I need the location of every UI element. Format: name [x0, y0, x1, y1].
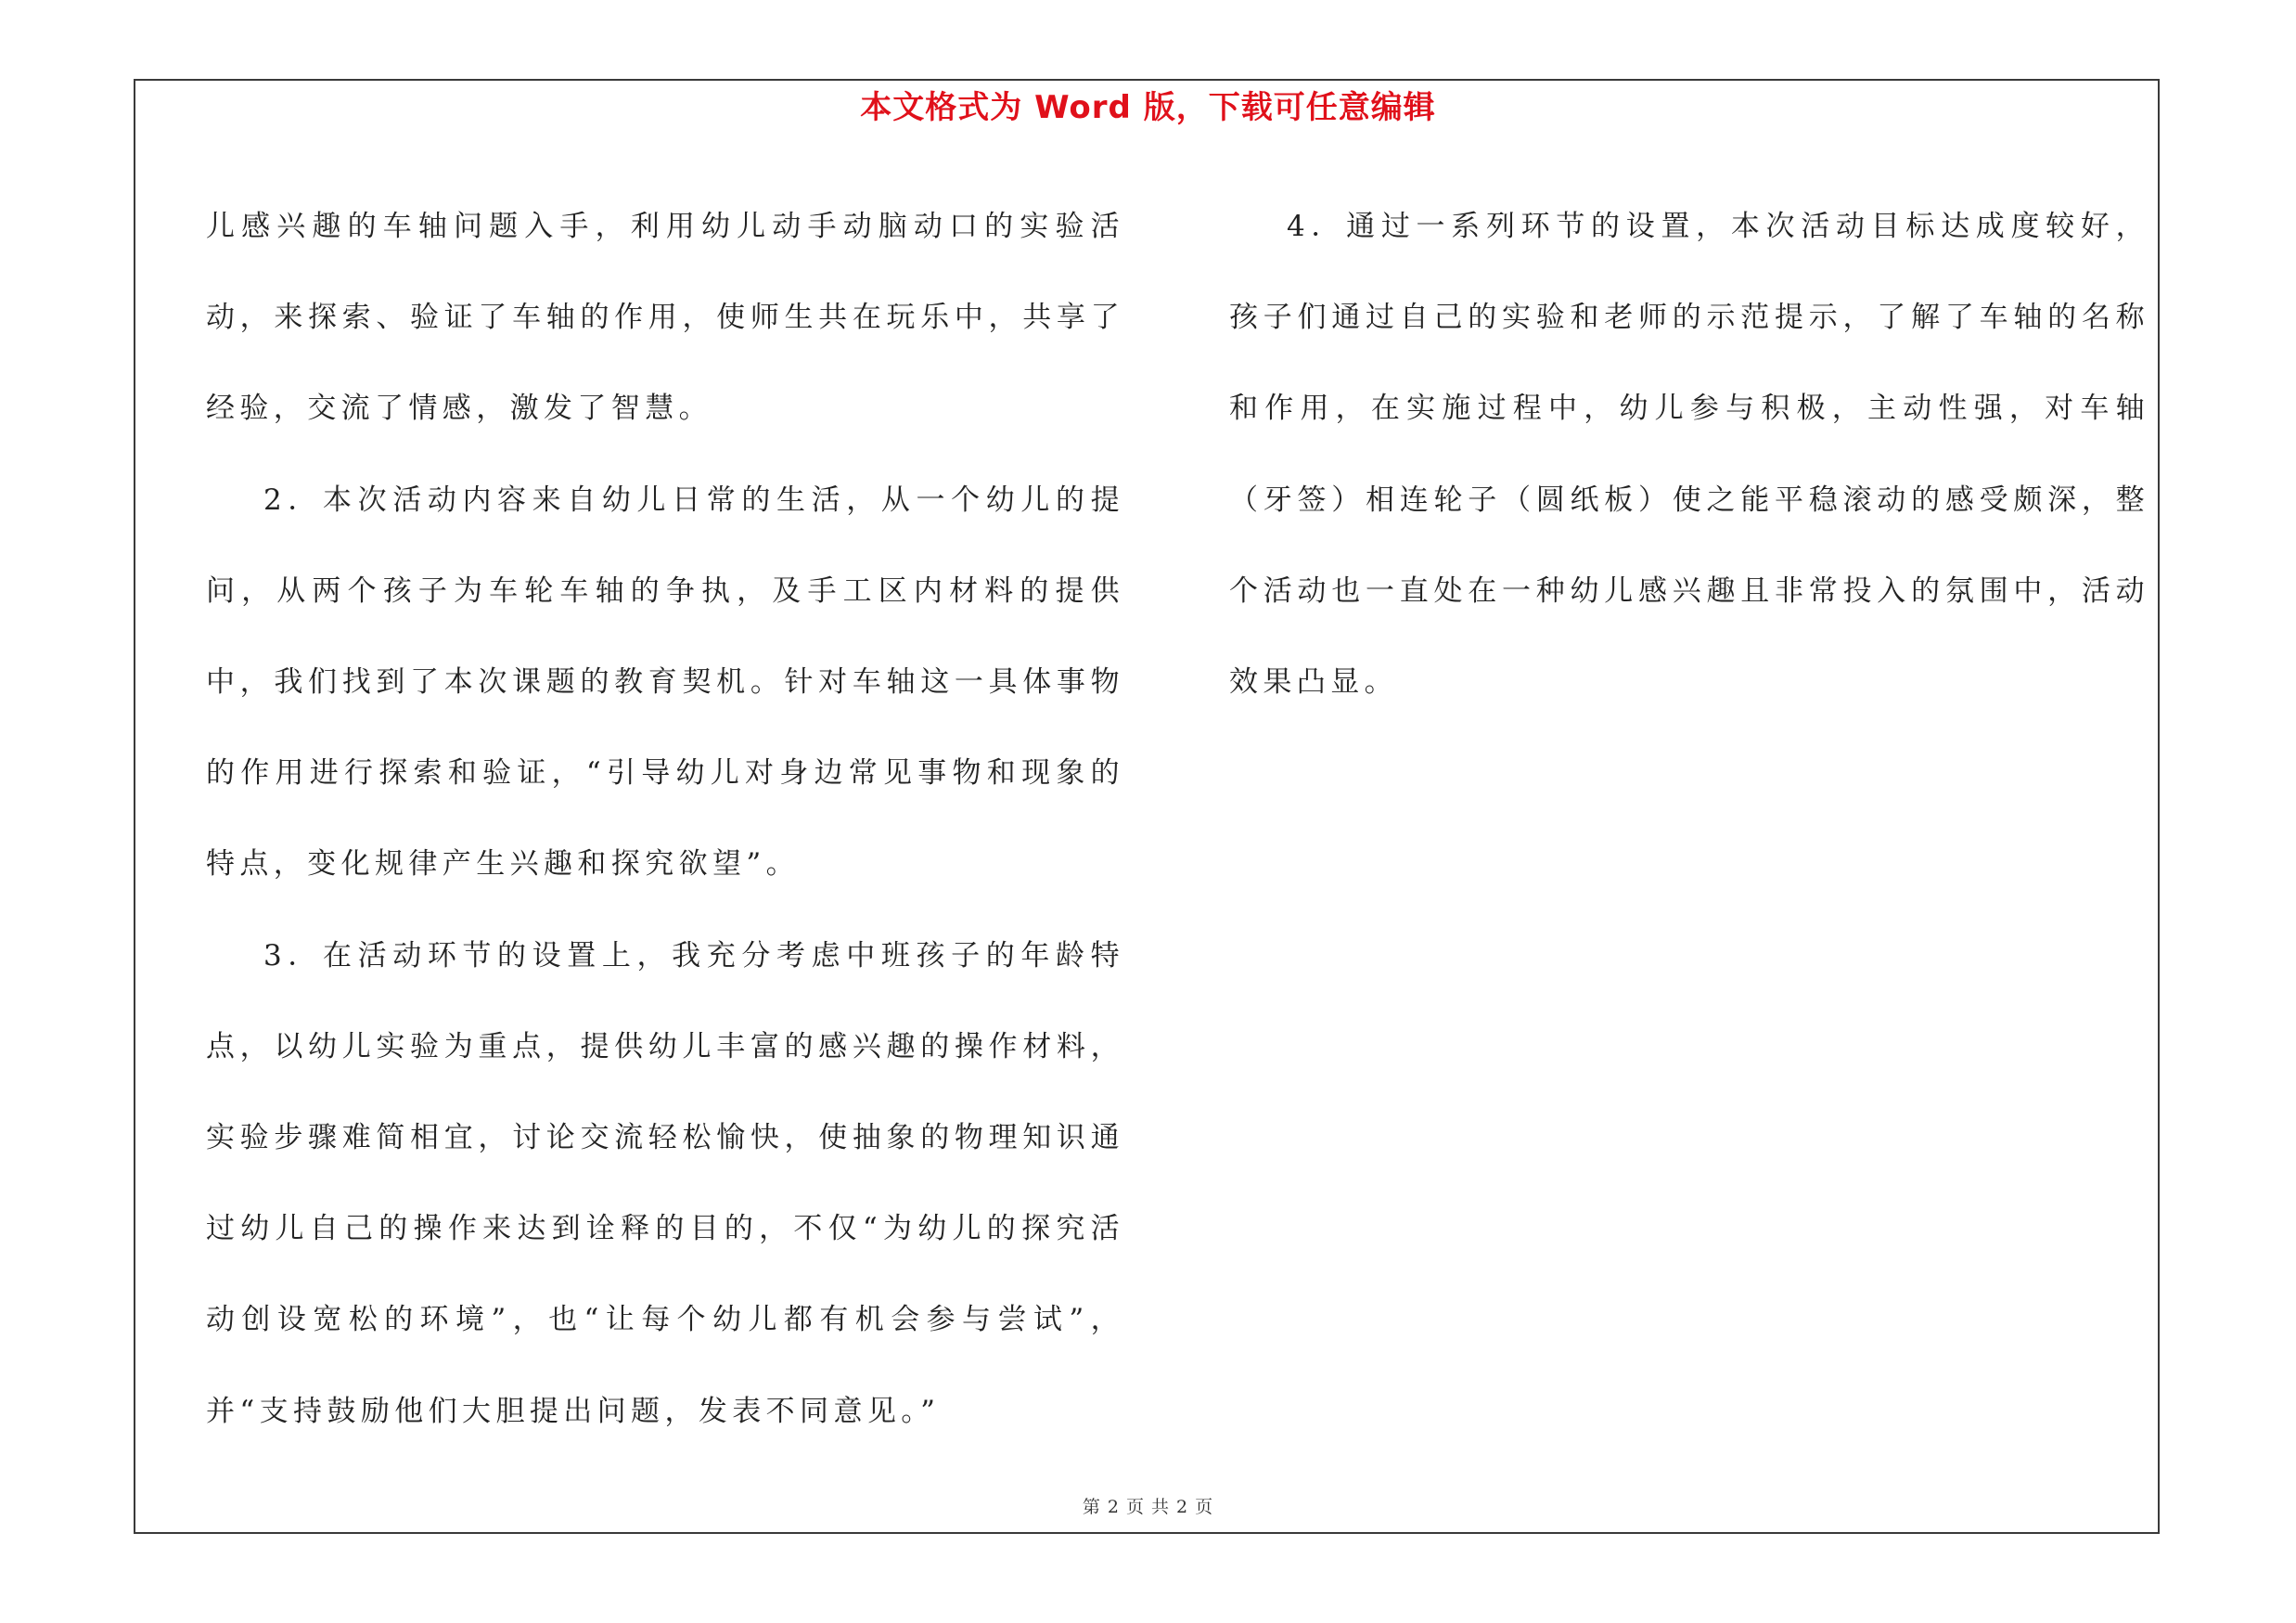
- paragraph-4: 4．通过一系列环节的设置，本次活动目标达成度较好，孩子们通过自己的实验和老师的示范提示，了解了车轴的名称和作用，在实施过程中，幼儿参与积极，主动性强，对车轴（牙签）相连轮子（圆纸板）使之能平稳滚动的感受颇深，整个活动也一直处在一种幼儿感兴趣且非常投入的氛围中，活动效果凸显。: [1229, 210, 2149, 700]
- right-column: [1229, 181, 2149, 728]
- paragraph-continued: 儿感兴趣的车轴问题入手，利用幼儿动手动脑动口的实验活动，来探索、验证了车轴的作用，使师生共在玩乐中，共享了经验，交流了情感，激发了智慧。: [206, 210, 1124, 426]
- paragraph-3: 3．在活动环节的设置上，我充分考虑中班孩子的年龄特点，以幼儿实验为重点，提供幼儿丰富的感兴趣的操作材料，实验步骤难简相宜，讨论交流轻松愉快，使抽象的物理知识通过幼儿自己的操作来达到诠释的目的，不仅“为幼儿的探究活动创设宽松的环境”，也“让每个幼儿都有机会参与尝试”，并“支持鼓励他们大胆提出问题，发表不同意见。”: [206, 938, 1124, 1428]
- left-column: [206, 181, 1124, 1457]
- document-header: 本文格式为 Word 版，下载可任意编辑: [860, 89, 1436, 126]
- paragraph-2: 2．本次活动内容来自幼儿日常的生活，从一个幼儿的提问，从两个孩子为车轮车轴的争执，及手工区内材料的提供中，我们找到了本次课题的教育契机。针对车轴这一具体事物的作用进行探索和验证，“引导幼儿对身边常见事物和现象的特点，变化规律产生兴趣和探究欲望”。: [206, 483, 1124, 882]
- page-footer: 第 2 页 共 2 页: [1082, 1497, 1214, 1517]
